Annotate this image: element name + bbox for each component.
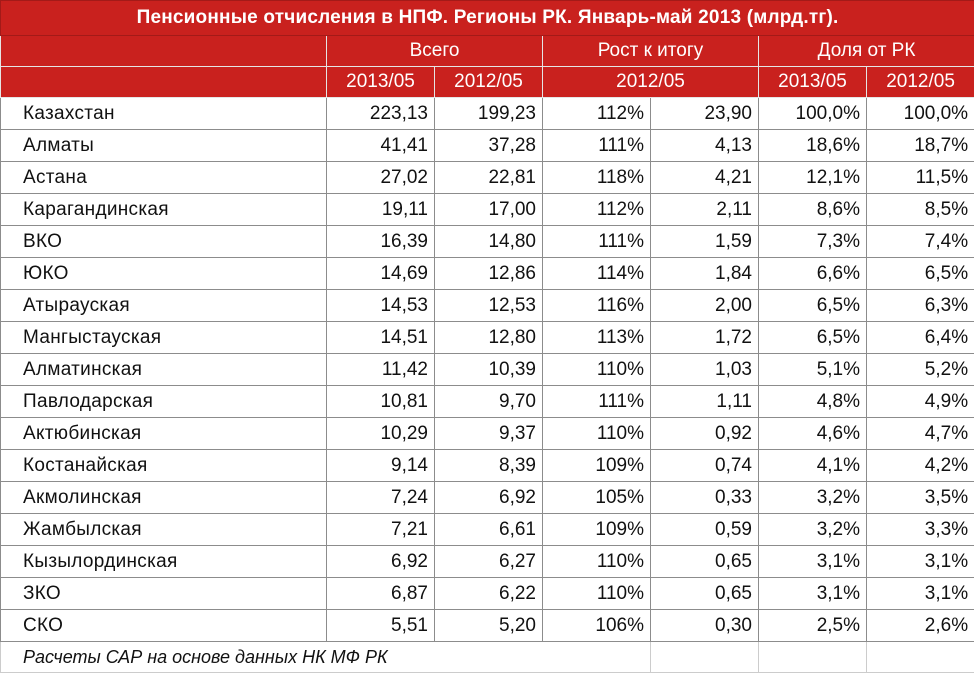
table-row: [1, 578, 974, 610]
region-name: ЮКО: [1, 258, 327, 290]
region-name: Алматы: [1, 130, 327, 162]
region-name: Алматинская: [1, 354, 327, 386]
header-total-2012: 2012/05: [435, 67, 543, 98]
region-name: Акмолинская: [1, 482, 327, 514]
growth-absolute: 4,21: [651, 162, 759, 194]
value-2012: 199,23: [435, 98, 543, 130]
table-row: [1, 98, 974, 130]
value-2012: 9,70: [435, 386, 543, 418]
share-2013: 3,1%: [759, 578, 867, 610]
header-growth-2012: 2012/05: [543, 67, 759, 98]
title-row: [1, 1, 974, 36]
table-row: [1, 386, 974, 418]
share-2013: 4,6%: [759, 418, 867, 450]
table-row: [1, 130, 974, 162]
growth-absolute: 1,11: [651, 386, 759, 418]
share-2013: 6,5%: [759, 290, 867, 322]
value-2013: 223,13: [327, 98, 435, 130]
growth-percent: 118%: [543, 162, 651, 194]
share-2013: 3,1%: [759, 546, 867, 578]
growth-percent: 109%: [543, 450, 651, 482]
region-name: СКО: [1, 610, 327, 642]
share-2013: 100,0%: [759, 98, 867, 130]
share-2012: 18,7%: [867, 130, 974, 162]
share-2012: 6,4%: [867, 322, 974, 354]
growth-absolute: 0,65: [651, 578, 759, 610]
value-2013: 6,92: [327, 546, 435, 578]
growth-percent: 112%: [543, 194, 651, 226]
value-2013: 10,29: [327, 418, 435, 450]
share-2012: 3,1%: [867, 578, 974, 610]
growth-absolute: 0,30: [651, 610, 759, 642]
share-2012: 3,5%: [867, 482, 974, 514]
value-2013: 6,87: [327, 578, 435, 610]
value-2012: 22,81: [435, 162, 543, 194]
table-body: [1, 98, 974, 673]
growth-absolute: 0,92: [651, 418, 759, 450]
share-2012: 4,2%: [867, 450, 974, 482]
table-row: [1, 514, 974, 546]
region-name: Костанайская: [1, 450, 327, 482]
share-2012: 3,1%: [867, 546, 974, 578]
header-empty: [1, 36, 327, 67]
value-2012: 12,86: [435, 258, 543, 290]
share-2013: 4,1%: [759, 450, 867, 482]
growth-absolute: 0,33: [651, 482, 759, 514]
region-name: Жамбылская: [1, 514, 327, 546]
growth-absolute: 1,59: [651, 226, 759, 258]
value-2013: 7,24: [327, 482, 435, 514]
value-2013: 5,51: [327, 610, 435, 642]
growth-absolute: 1,72: [651, 322, 759, 354]
region-name: Казахстан: [1, 98, 327, 130]
growth-absolute: 0,65: [651, 546, 759, 578]
value-2012: 5,20: [435, 610, 543, 642]
value-2012: 12,80: [435, 322, 543, 354]
header-row-2: [1, 67, 974, 98]
share-2013: 18,6%: [759, 130, 867, 162]
region-name: Кызылординская: [1, 546, 327, 578]
growth-percent: 109%: [543, 514, 651, 546]
growth-absolute: 1,84: [651, 258, 759, 290]
growth-percent: 110%: [543, 546, 651, 578]
region-name: Карагандинская: [1, 194, 327, 226]
value-2012: 6,92: [435, 482, 543, 514]
share-2012: 100,0%: [867, 98, 974, 130]
share-2013: 6,5%: [759, 322, 867, 354]
share-2012: 2,6%: [867, 610, 974, 642]
growth-percent: 110%: [543, 418, 651, 450]
value-2012: 9,37: [435, 418, 543, 450]
region-name: Павлодарская: [1, 386, 327, 418]
value-2013: 14,51: [327, 322, 435, 354]
growth-percent: 111%: [543, 386, 651, 418]
table-row: [1, 610, 974, 642]
header-row-1: [1, 36, 974, 67]
growth-percent: 114%: [543, 258, 651, 290]
growth-absolute: 0,59: [651, 514, 759, 546]
growth-absolute: 1,03: [651, 354, 759, 386]
value-2013: 10,81: [327, 386, 435, 418]
header-growth: Рост к итогу: [543, 36, 759, 67]
share-2013: 3,2%: [759, 514, 867, 546]
growth-percent: 110%: [543, 578, 651, 610]
growth-absolute: 2,00: [651, 290, 759, 322]
table-row: [1, 418, 974, 450]
source-empty-cell: [867, 642, 974, 673]
growth-absolute: 2,11: [651, 194, 759, 226]
value-2012: 14,80: [435, 226, 543, 258]
header-share-2013: 2013/05: [759, 67, 867, 98]
value-2012: 12,53: [435, 290, 543, 322]
growth-percent: 111%: [543, 226, 651, 258]
table-row: [1, 322, 974, 354]
value-2013: 16,39: [327, 226, 435, 258]
table-row: [1, 354, 974, 386]
growth-percent: 116%: [543, 290, 651, 322]
value-2012: 10,39: [435, 354, 543, 386]
table-row: [1, 290, 974, 322]
value-2012: 6,22: [435, 578, 543, 610]
source-empty-cell: [651, 642, 759, 673]
table-row: [1, 226, 974, 258]
share-2013: 6,6%: [759, 258, 867, 290]
value-2013: 14,69: [327, 258, 435, 290]
header-total-2013: 2013/05: [327, 67, 435, 98]
value-2013: 27,02: [327, 162, 435, 194]
value-2013: 11,42: [327, 354, 435, 386]
table-row: [1, 258, 974, 290]
growth-percent: 105%: [543, 482, 651, 514]
growth-absolute: 23,90: [651, 98, 759, 130]
value-2012: 6,27: [435, 546, 543, 578]
region-name: ВКО: [1, 226, 327, 258]
source-empty-cell: [759, 642, 867, 673]
growth-percent: 111%: [543, 130, 651, 162]
growth-percent: 110%: [543, 354, 651, 386]
share-2012: 4,7%: [867, 418, 974, 450]
table-row: [1, 450, 974, 482]
share-2013: 8,6%: [759, 194, 867, 226]
region-name: Актюбинская: [1, 418, 327, 450]
table-row: [1, 162, 974, 194]
share-2012: 6,3%: [867, 290, 974, 322]
share-2012: 7,4%: [867, 226, 974, 258]
growth-percent: 113%: [543, 322, 651, 354]
header-share-2012: 2012/05: [867, 67, 974, 98]
share-2012: 8,5%: [867, 194, 974, 226]
value-2012: 17,00: [435, 194, 543, 226]
share-2013: 3,2%: [759, 482, 867, 514]
growth-absolute: 0,74: [651, 450, 759, 482]
value-2012: 8,39: [435, 450, 543, 482]
source-row: [1, 642, 974, 673]
source-note: Расчеты САР на основе данных НК МФ РК: [1, 642, 651, 673]
value-2013: 14,53: [327, 290, 435, 322]
value-2013: 41,41: [327, 130, 435, 162]
share-2012: 11,5%: [867, 162, 974, 194]
growth-absolute: 4,13: [651, 130, 759, 162]
growth-percent: 106%: [543, 610, 651, 642]
value-2013: 19,11: [327, 194, 435, 226]
header-total: Всего: [327, 36, 543, 67]
share-2012: 3,3%: [867, 514, 974, 546]
share-2013: 2,5%: [759, 610, 867, 642]
table-row: [1, 482, 974, 514]
table-title: Пенсионные отчисления в НПФ. Регионы РК. Январь-май 2013 (млрд.тг).: [1, 1, 974, 36]
table-row: [1, 546, 974, 578]
region-name: Астана: [1, 162, 327, 194]
value-2012: 6,61: [435, 514, 543, 546]
region-name: ЗКО: [1, 578, 327, 610]
share-2012: 6,5%: [867, 258, 974, 290]
share-2013: 4,8%: [759, 386, 867, 418]
share-2013: 12,1%: [759, 162, 867, 194]
header-share: Доля от РК: [759, 36, 974, 67]
share-2012: 5,2%: [867, 354, 974, 386]
value-2013: 7,21: [327, 514, 435, 546]
share-2013: 5,1%: [759, 354, 867, 386]
value-2013: 9,14: [327, 450, 435, 482]
share-2012: 4,9%: [867, 386, 974, 418]
header-empty-2: [1, 67, 327, 98]
region-name: Мангыстауская: [1, 322, 327, 354]
share-2013: 7,3%: [759, 226, 867, 258]
value-2012: 37,28: [435, 130, 543, 162]
growth-percent: 112%: [543, 98, 651, 130]
table-row: [1, 194, 974, 226]
region-name: Атырауская: [1, 290, 327, 322]
